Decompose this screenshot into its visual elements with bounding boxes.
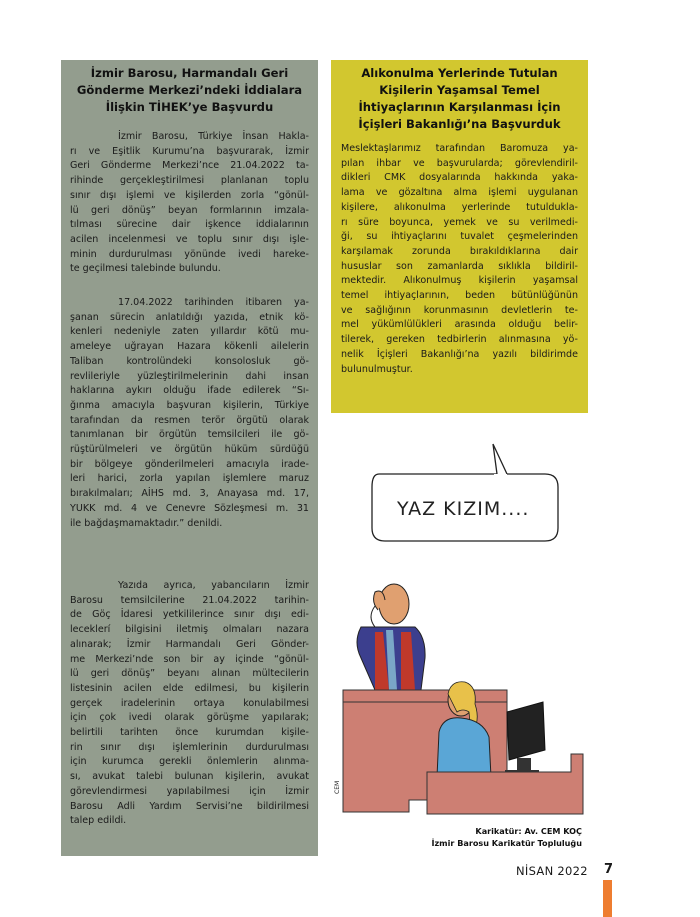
title-line: İçişleri Bakanlığı’na Başvurduk [358, 117, 561, 131]
text-line: belirtili tarihten önce kurumdan kişile- [70, 727, 309, 739]
text-line: revlileriyle yüzleştirilmelerinin dahi insan [70, 370, 309, 382]
text-line: ameleye uğrayan Hazara kökenli ailelerin [70, 341, 309, 353]
text-line: rı süre boyunca, yemek ve su verilmedi- [341, 216, 578, 228]
cartoon-caption [431, 826, 582, 849]
text-line: İzmir Barosu, Türkiye İnsan Hakla- [118, 131, 309, 142]
text-line: lama ve gözaltına alma işlemi uygulanan [341, 187, 578, 199]
text-line: acilen incelenmesi ve toplu sınır dışı işle- [70, 233, 309, 245]
text-line: sınır dışı işlemi ve kişilerden zorla “gönül- [70, 189, 309, 201]
title-line: Kişilerin Yaşamsal Temel [379, 83, 540, 97]
text-line: haklarına aykırı olduğu ifade edilerek “Sı- [70, 385, 309, 397]
text-line: lü geri dönüş” beyan formlarının imzala- [70, 204, 309, 216]
text-line: tılması sürecine dair işkence iddialarının [70, 219, 309, 231]
right-article-title [337, 65, 582, 133]
text-line: Yazıda ayrıca, yabancıların İzmir [118, 580, 309, 591]
text-line: tilerek, gereken tedbirlerin alınmasına yö- [341, 334, 578, 346]
text-line: ile bağdaşmamaktadır.” denildi. [70, 517, 223, 529]
issue-date: NİSAN 2022 [516, 864, 588, 878]
text-line: listesinin acilen elde edilmesi, bu kişilerin [70, 682, 309, 694]
left-paragraph-1 [70, 130, 309, 277]
text-line: mektedir. Alıkonulmuş kişilerin yaşamsal [341, 275, 578, 287]
text-line: tanımlanan bir örgütün temsilcileri ile gö- [70, 429, 309, 441]
title-line: İzmir Barosu, Harmandalı Geri [90, 66, 289, 80]
text-line: leceklerí bilgisini iletmiş olmaları nazara [70, 624, 309, 636]
text-line: için çok ivedi olarak görüşme yapılarak; [70, 712, 309, 724]
text-line: temel ihtiyaçlarının, beden bütünlüğünün [341, 290, 578, 302]
text-line: kişilere, alıkonulma yerlerinde tutuldukla- [341, 201, 578, 213]
text-line: rüştürülmeleri ve örgütün hüküm sürdüğü [70, 444, 309, 456]
text-line: bir bölgeye gönderilmeleri amacıyla irade- [70, 458, 309, 470]
text-line: pılan ihbar ve başvurularda; görevlendiril- [341, 157, 578, 169]
text-line: Barosu Adli Yardım Servisi’ne bildirilmesi [70, 800, 309, 812]
text-line: 17.04.2022 tarihinden itibaren ya- [118, 297, 309, 308]
text-line: YUKK md. 4 ve Cenevre Sözleşmesi m. 31 [70, 502, 309, 514]
text-line: bırakılmaları; AİHS md. 3, Anayasa md. 17, [70, 488, 309, 500]
text-line: için kurumca gerekli önlemlerin alınma- [70, 756, 309, 768]
text-line: talep edildi. [70, 815, 127, 827]
left-paragraph-2 [70, 296, 309, 531]
left-paragraph-3 [70, 579, 309, 829]
title-line: Alıkonulma Yerlerinde Tutulan [361, 66, 558, 80]
text-line: nelik İçişleri Bakanlığı’na yazılı bildirimde [341, 348, 578, 360]
right-article-box [331, 60, 588, 413]
title-line: İhtiyaçlarının Karşılanması İçin [358, 100, 561, 114]
text-line: minin durdurulması yönünde ivedi hareke- [70, 248, 309, 260]
text-line: ğınma amacıyla başvuran kişilerin, Türkiye [70, 399, 309, 411]
text-line: ği, su ihtiyaçlarını tuvalet çeşmelerinden [341, 231, 578, 243]
cartoonist-signature: CEM [334, 780, 341, 794]
text-line: tarafından da resmen terör örgütü olarak [70, 414, 309, 426]
text-line: Meslektaşlarımız tarafından Baromuza ya- [341, 143, 578, 154]
text-line: kenleri nedeniyle zaten yıllardır kötü mu- [70, 326, 309, 338]
text-line: rihinde gerçekleştirilmesi planlanan toplu [70, 175, 309, 187]
text-line: rı ve Eşitlik Kurumu’na başvurarak, İzmir [70, 145, 309, 157]
caption-group: İzmir Barosu Karikatür Topluluğu [431, 837, 582, 848]
left-article-title [67, 65, 312, 116]
text-line: me Merkezi’nde son bir ay içinde “gönül- [70, 653, 309, 665]
text-line: Geri Gönderme Merkezi’nce 21.04.2022 ta- [70, 160, 309, 172]
text-line: hususlar son zamanlarda sıklıkla bildiril- [341, 260, 578, 272]
text-line: te geçilmesi talebinde bulundu. [70, 263, 221, 275]
text-line: rin sınır dışı işlemlerinin durdurulması [70, 741, 309, 753]
text-line: karşılamak zorunda bırakıldıklarına dair [341, 245, 578, 257]
text-line: alınarak; İzmir Harmandalı Geri Gönder- [70, 638, 309, 650]
text-line: mel yükümlülükleri arasında olduğu belir- [341, 319, 578, 331]
left-article-box [61, 60, 318, 856]
right-article-body [341, 142, 578, 377]
text-line: gerçek iradelerinin ortaya konulabilmesi [70, 697, 309, 709]
text-line: de Göç İdaresi yetkililerince sınır dışı edi- [70, 609, 309, 621]
page-accent-bar [603, 880, 612, 917]
text-line: dikleri CMK dosyalarında hakkında yaka- [341, 172, 578, 184]
caption-author: Karikatür: Av. CEM KOÇ [475, 826, 582, 836]
text-line: bulunulmuştur. [341, 363, 413, 375]
text-line: Barosu temsilcilerine 21.04.2022 tarihin- [70, 594, 309, 606]
text-line: şanan sürecin anlatıldığı yazıda, etnik kö- [70, 311, 309, 323]
page-number: 7 [604, 862, 614, 877]
text-line: ve sağlığının korunmasının devletlerin te- [341, 304, 578, 316]
text-line: lü geri dönüş” beyanı alınan mültecilerin [70, 668, 309, 680]
speech-text: YAZ KIZIM.... [397, 498, 530, 520]
text-line: görevlendirmesi yapılabilmesi için İzmir [70, 785, 309, 797]
title-line: İlişkin TİHEK’ye Başvurdu [105, 100, 274, 114]
title-line: Gönderme Merkezi’ndeki İddialara [76, 83, 303, 97]
text-line: sı, avukat talebi bulunan kişilerin, avukat [70, 771, 309, 783]
cartoon-illustration [331, 432, 588, 824]
text-line: Taliban kontrolündeki konsolosluk gö- [70, 355, 309, 367]
text-line: leri harici, zorla yapılan işlemlere maruz [70, 473, 309, 485]
